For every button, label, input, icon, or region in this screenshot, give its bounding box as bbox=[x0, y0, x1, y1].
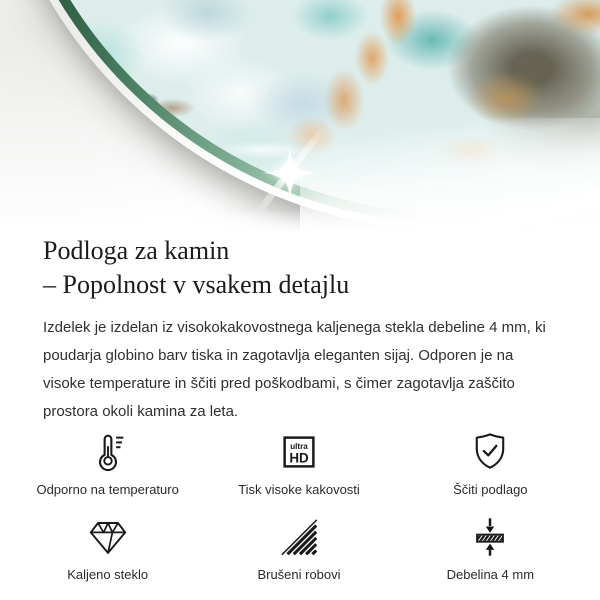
svg-text:HD: HD bbox=[289, 450, 309, 466]
product-photo bbox=[0, 0, 600, 232]
page-title-line1: Podloga za kamin bbox=[43, 236, 230, 265]
page-title-line2: – Popolnost v vsakem detajlu bbox=[43, 270, 350, 299]
shield-check-icon bbox=[467, 429, 513, 475]
feature-temperature-resistant bbox=[12, 428, 203, 497]
thickness-icon bbox=[467, 514, 513, 560]
feature-label: Odporno na temperaturo bbox=[36, 482, 179, 497]
photo-bottom-fade bbox=[0, 210, 600, 232]
ultra-hd-icon bbox=[276, 429, 322, 475]
feature-print-quality bbox=[203, 428, 394, 497]
sparkle-icon bbox=[248, 131, 332, 215]
page-title bbox=[43, 232, 557, 302]
svg-text:ultra: ultra bbox=[290, 442, 308, 452]
feature-thickness bbox=[395, 513, 586, 582]
feature-label: Debelina 4 mm bbox=[446, 567, 535, 582]
feature-tempered-glass bbox=[12, 513, 203, 582]
product-info-section bbox=[0, 232, 600, 426]
feature-beveled-edges bbox=[203, 513, 394, 582]
beveled-edges-icon bbox=[276, 514, 322, 560]
feature-label: Tisk visoke kakovosti bbox=[238, 482, 360, 497]
feature-label: Kaljeno steklo bbox=[67, 567, 149, 582]
features-grid bbox=[12, 428, 586, 582]
feature-label: Brušeni robovi bbox=[257, 567, 341, 582]
feature-protects-surface bbox=[395, 428, 586, 497]
product-description: Izdelek je izdelan iz visokokakovostnega kaljenega stekla debeline 4 mm, ki poudarja globino barv tiska in zagotavlja eleganten sijaj. Odporen je na visoke temperature in ščiti pred poškodbami, s čimer zagotavlja zaščito prostora okoli kamina za leta. bbox=[43, 319, 546, 420]
thermometer-icon bbox=[85, 429, 131, 475]
diamond-icon bbox=[85, 514, 131, 560]
feature-label: Ščiti podlago bbox=[453, 482, 528, 497]
